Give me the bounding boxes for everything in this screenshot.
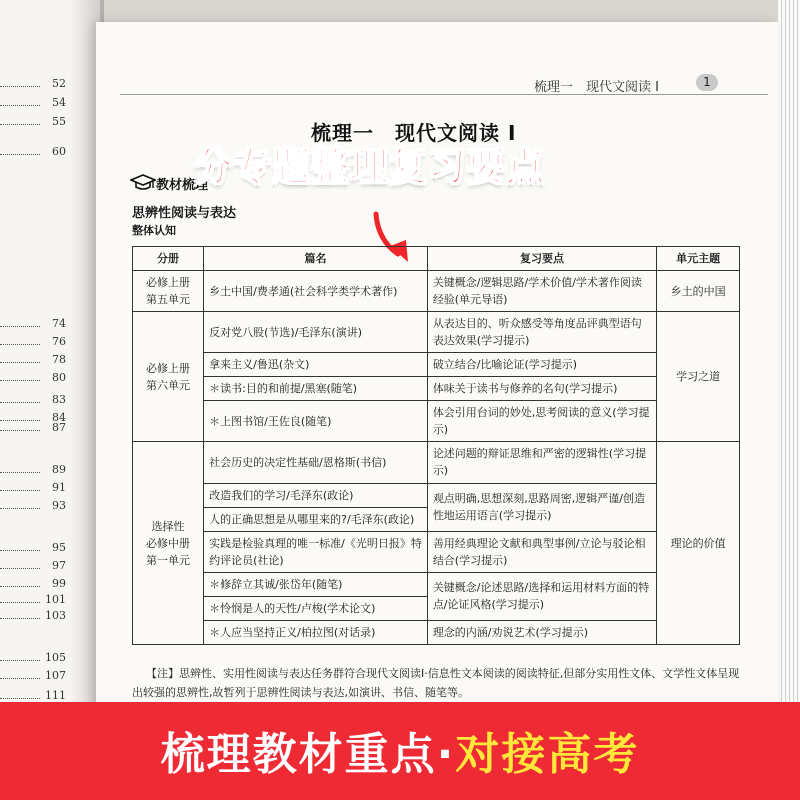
index-entry (0, 498, 66, 512)
index-entry (0, 114, 66, 128)
subheading: 思辨性阅读与表达 (132, 206, 237, 221)
points-cell: 理念的内涵/劝说艺术(学习提示) (427, 620, 656, 644)
leader-dots (0, 320, 40, 327)
index-page-number: 60 (52, 144, 66, 158)
left-page (0, 0, 100, 800)
index-page-number: 105 (45, 650, 66, 664)
leader-dots (0, 466, 40, 473)
leader-dots (0, 424, 40, 431)
title-cell: ＊读书:目的和前提/黑塞(随笔) (204, 377, 428, 401)
table-row (133, 401, 740, 442)
index-entry (0, 650, 66, 664)
volume-cell: 选择性 必修中册 第一单元 (133, 442, 204, 644)
index-page-number: 54 (52, 95, 66, 109)
title-cell: 反对党八股(节选)/毛泽东(演讲) (204, 312, 428, 353)
leader-dots (0, 99, 40, 106)
index-page-number: 78 (52, 352, 66, 366)
header-title: 篇名 (204, 247, 428, 271)
leader-dots (0, 596, 40, 603)
table-row (133, 271, 740, 312)
title-cell: ＊上图书馆/王佐良(随笔) (204, 401, 428, 442)
leader-dots (0, 148, 40, 155)
title-cell: ＊人应当坚持正义/柏拉图(对话录) (204, 620, 428, 644)
index-page-number: 103 (45, 608, 66, 622)
footer-slogan-right: 对接高考 (455, 729, 640, 780)
subsubheading: 整体认知 (132, 224, 176, 237)
points-cell: 论述问题的辩证思维和严密的逻辑性(学习提示) (427, 442, 656, 483)
theme-cell: 理论的价值 (657, 442, 740, 644)
theme-cell: 乡土的中国 (657, 271, 740, 312)
points-cell: 体味关于读书与修养的名句(学习提示) (427, 377, 656, 401)
index-entry (0, 540, 66, 554)
title-cell: 拿来主义/鲁迅(杂文) (204, 353, 428, 377)
table-row (133, 353, 740, 377)
leader-dots (0, 374, 40, 381)
header-points: 复习要点 (427, 247, 656, 271)
table-note: 【注】思辨性、实用性阅读与表达任务群符合现代文阅读Ⅰ·信息性文本阅读的阅读特征,但部分实用性文体、文学性文体呈现出较强的思辨性,故暂列于思辨性阅读与表达,如演讲、书信、随笔等。 (132, 667, 740, 699)
title-cell: 人的正确思想是从哪里来的?/毛泽东(政论) (204, 507, 428, 531)
leader-dots (0, 654, 40, 661)
title-cell: ＊怜悯是人的天性/卢梭(学术论文) (204, 596, 428, 620)
leader-dots (0, 692, 40, 699)
leader-dots (0, 672, 40, 679)
title-cell: 实践是检验真理的唯一标准/《光明日报》特约评论员(社论) (204, 531, 428, 572)
index-page-number: 89 (52, 462, 66, 476)
index-entry (0, 592, 66, 606)
points-cell: 观点明确,思想深刻,思路周密,逻辑严谨/创造性地运用语言(学习提示) (427, 483, 656, 531)
title-cell: 乡土中国/费孝通(社会科学类学术著作) (204, 271, 428, 312)
page-number: 1 (696, 74, 718, 91)
index-entry (0, 316, 66, 330)
header-rule (120, 94, 768, 95)
index-entry (0, 352, 66, 366)
index-entry (0, 668, 66, 682)
index-page-number: 95 (52, 540, 66, 554)
index-entry (0, 392, 66, 406)
leader-dots (0, 502, 40, 509)
leader-dots (0, 356, 40, 363)
index-page-number: 76 (52, 334, 66, 348)
leader-dots (0, 484, 40, 491)
index-entry (0, 334, 66, 348)
points-cell: 破立结合/比喻论证(学习提示) (427, 353, 656, 377)
points-cell: 体会引用台词的妙处,思考阅读的意义(学习提示) (427, 401, 656, 442)
points-cell: 关键概念/论述思路/选择和运用材料方面的特点/论证风格(学习提示) (427, 572, 656, 620)
header-volume: 分册 (133, 247, 204, 271)
page-stack-edge (778, 0, 800, 800)
index-page-number: 99 (52, 576, 66, 590)
index-entry (0, 608, 66, 622)
index-page-number: 74 (52, 316, 66, 330)
index-page-number: 83 (52, 392, 66, 406)
textbook-table (132, 246, 740, 645)
index-page-number: 107 (45, 668, 66, 682)
index-page-number: 84 (52, 410, 66, 424)
header-theme: 单元主题 (657, 247, 740, 271)
running-header: 梳理一 现代文阅读 Ⅰ (534, 80, 659, 95)
table-row (133, 572, 740, 596)
table-header-row (133, 247, 740, 271)
table-row (133, 531, 740, 572)
leader-dots (0, 396, 40, 403)
volume-cell: 必修上册 第六单元 (133, 312, 204, 442)
volume-cell: 必修上册 第五单元 (133, 271, 204, 312)
title-cell: 社会历史的决定性基础/恩格斯(书信) (204, 442, 428, 483)
index-page-number: 55 (52, 114, 66, 128)
table-body (133, 271, 740, 645)
leader-dots (0, 562, 40, 569)
index-page-number: 91 (52, 480, 66, 494)
index-page-number: 80 (52, 370, 66, 384)
index-entry (0, 76, 66, 90)
theme-cell: 学习之道 (657, 312, 740, 442)
index-entry (0, 370, 66, 384)
table-row (133, 377, 740, 401)
promo-banner: 分专题整理复习要点 (194, 145, 546, 189)
table-row (133, 483, 740, 507)
section-label: 教材梳理 (156, 178, 209, 193)
index-entry (0, 576, 66, 590)
table-row (133, 312, 740, 353)
title-cell: ＊修辞立其诚/张岱年(随笔) (204, 572, 428, 596)
title-cell: 改造我们的学习/毛泽东(政论) (204, 483, 428, 507)
leader-dots (0, 580, 40, 587)
index-page-number: 93 (52, 498, 66, 512)
index-entry (0, 144, 66, 158)
index-page-number: 111 (45, 688, 66, 702)
leader-dots (0, 338, 40, 345)
index-entry (0, 462, 66, 476)
table-row (133, 442, 740, 483)
index-entry (0, 558, 66, 572)
leader-dots (0, 612, 40, 619)
table-row (133, 620, 740, 644)
index-entry (0, 688, 66, 702)
book-page (96, 22, 778, 742)
index-page-number: 97 (52, 558, 66, 572)
leader-dots (0, 118, 40, 125)
leader-dots (0, 544, 40, 551)
points-cell: 善用经典理论文献和典型事例/立论与驳论相结合(学习提示) (427, 531, 656, 572)
footer-slogan (0, 718, 800, 782)
leader-dots (0, 80, 40, 87)
index-entry (0, 95, 66, 109)
index-page-number: 52 (52, 76, 66, 90)
graduation-cap-icon (130, 172, 156, 194)
points-cell: 关键概念/逻辑思路/学术价值/学术著作阅读经验(单元导语) (427, 271, 656, 312)
page-title: 梳理一 现代文阅读 Ⅰ (311, 121, 517, 145)
footer-slogan-left: 梳理教材重点· (160, 729, 456, 780)
points-cell: 从表达目的、听众感受等角度品评典型语句表达效果(学习提示) (427, 312, 656, 353)
index-page-number: 87 (52, 420, 66, 434)
index-page-number: 101 (45, 592, 66, 606)
index-entry (0, 480, 66, 494)
index-entry (0, 420, 66, 434)
